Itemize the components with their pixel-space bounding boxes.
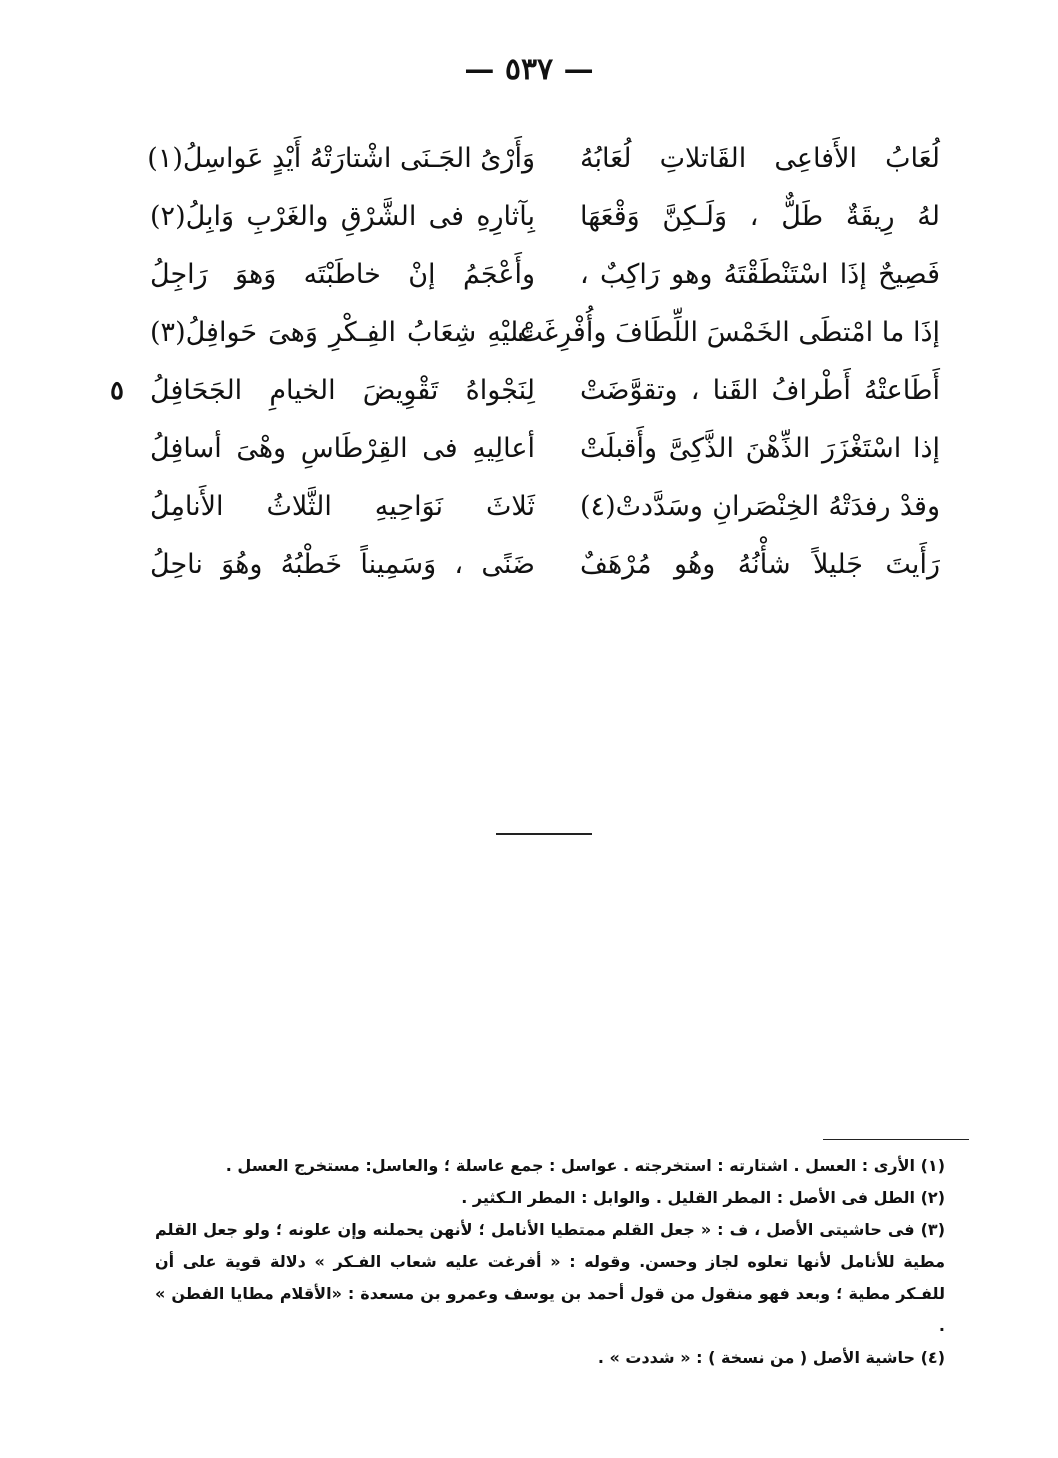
verse-first-hemistich: وقدْ رفدَتْهُ الخِنْصَرانِ وسَدَّدتْ(٤): [580, 491, 940, 522]
verse-6: [150, 420, 940, 478]
verse-8: [150, 536, 940, 594]
verse-4: [150, 304, 940, 362]
verse-second-hemistich: وَأَرْىُ الجَـنَى اشْتارَتْهُ أَيْدٍ عَواسِلُ(١): [147, 143, 535, 174]
verse-first-hemistich: إذَا ما امْتطَى الخَمْسَ اللِّطَافَ وأُفْرِغَتْ: [517, 317, 940, 348]
verse-second-hemistich: وأَعْجَمُ إنْ خاطَبْتَه وَهوَ رَاجِلُ: [150, 259, 535, 290]
verse-first-hemistich: لهُ رِيقَةٌ طَلٌّ ، وَلَـكِنَّ وَقْعَهَا: [580, 201, 940, 232]
section-divider: [496, 833, 592, 835]
footnote-2: (٢) الطل فى الأصل : المطر القليل . والوابل : المطر الـكثير .: [461, 1188, 945, 1207]
verse-second-hemistich: ضَنًى ، وَسَمِيناً خَطْبُهُ وهُوَ ناحِلُ: [150, 549, 535, 580]
verse-first-hemistich: رَأَيتَ جَليلاً شأْنُهُ وهُو مُرْهَفٌ: [580, 549, 940, 580]
verse-7: [150, 478, 940, 536]
verse-second-hemistich: أعالِيهِ فى القِرْطَاسِ وهْىَ أسافِلُ: [150, 433, 535, 464]
verse-5: [110, 362, 940, 420]
footnote-1: (١) الأرى : العسل . اشتارته : استخرجته . عواسل : جمع عاسلة ؛ والعاسل: مستخرج العسل .: [225, 1156, 945, 1175]
verse-first-hemistich: لُعَابُ الأَفاعِى القَاتلاتِ لُعَابُهُ: [580, 143, 940, 174]
verse-second-hemistich: عليْهِ شِعَابُ الفِـكْرِ وَهىَ حَوافِلُ(٣): [150, 317, 535, 348]
verse-line-number: ٥: [110, 376, 124, 406]
verse-second-hemistich: بِآثارِهِ فى الشَّرْقِ والغَرْبِ وَابِلُ(٢): [150, 201, 535, 232]
footnote-4: (٤) حاشية الأصل ( من نسخة ) : « شددت » .: [597, 1348, 945, 1367]
verse-second-hemistich: ثَلاثَ نَوَاحِيهِ الثَّلاثُ الأَنامِلُ: [150, 491, 535, 522]
footnote-divider: [823, 1139, 969, 1140]
verse-2: [150, 188, 940, 246]
page-number: — ٥٣٧ —: [464, 52, 594, 87]
verse-1: [147, 130, 940, 188]
verse-first-hemistich: فَصِيحٌ إذَا اسْتَنْطَقْتَهُ وهو رَاكِبٌ ،: [580, 259, 940, 290]
poem: [110, 130, 940, 594]
footnotes: [155, 1150, 955, 1374]
verse-second-hemistich: لِنَجْواهُ تَقْوِيضَ الخيامِ الجَحَافِلُ: [150, 375, 535, 406]
verse-first-hemistich: أَطَاعتْهُ أَطْرافُ القَنا ، وتقوَّضَتْ: [580, 375, 940, 406]
verse-3: [150, 246, 940, 304]
verse-first-hemistich: إذا اسْتَغْزَرَ الذِّهْنَ الذَّكِىَّ وأَقبلَتْ: [580, 433, 940, 464]
footnote-3: (٣) فى حاشيتى الأصل ، ف : « جعل القلم ممتطيا الأنامل ؛ لأنهن يحملنه وإن علونه ؛ ولو جعل القلم مطية للأنامل لأنها تعلوه لجاز وحسن. وقوله : « أفرغت عليه شعاب الفـكر » دلالة قوية على أن للفـكر مطية ؛ وبعد فهو منقول من قول أحمد بن يوسف وعمرو بن مسعدة : «الأقلام مطايا الفطن » .: [155, 1220, 945, 1335]
